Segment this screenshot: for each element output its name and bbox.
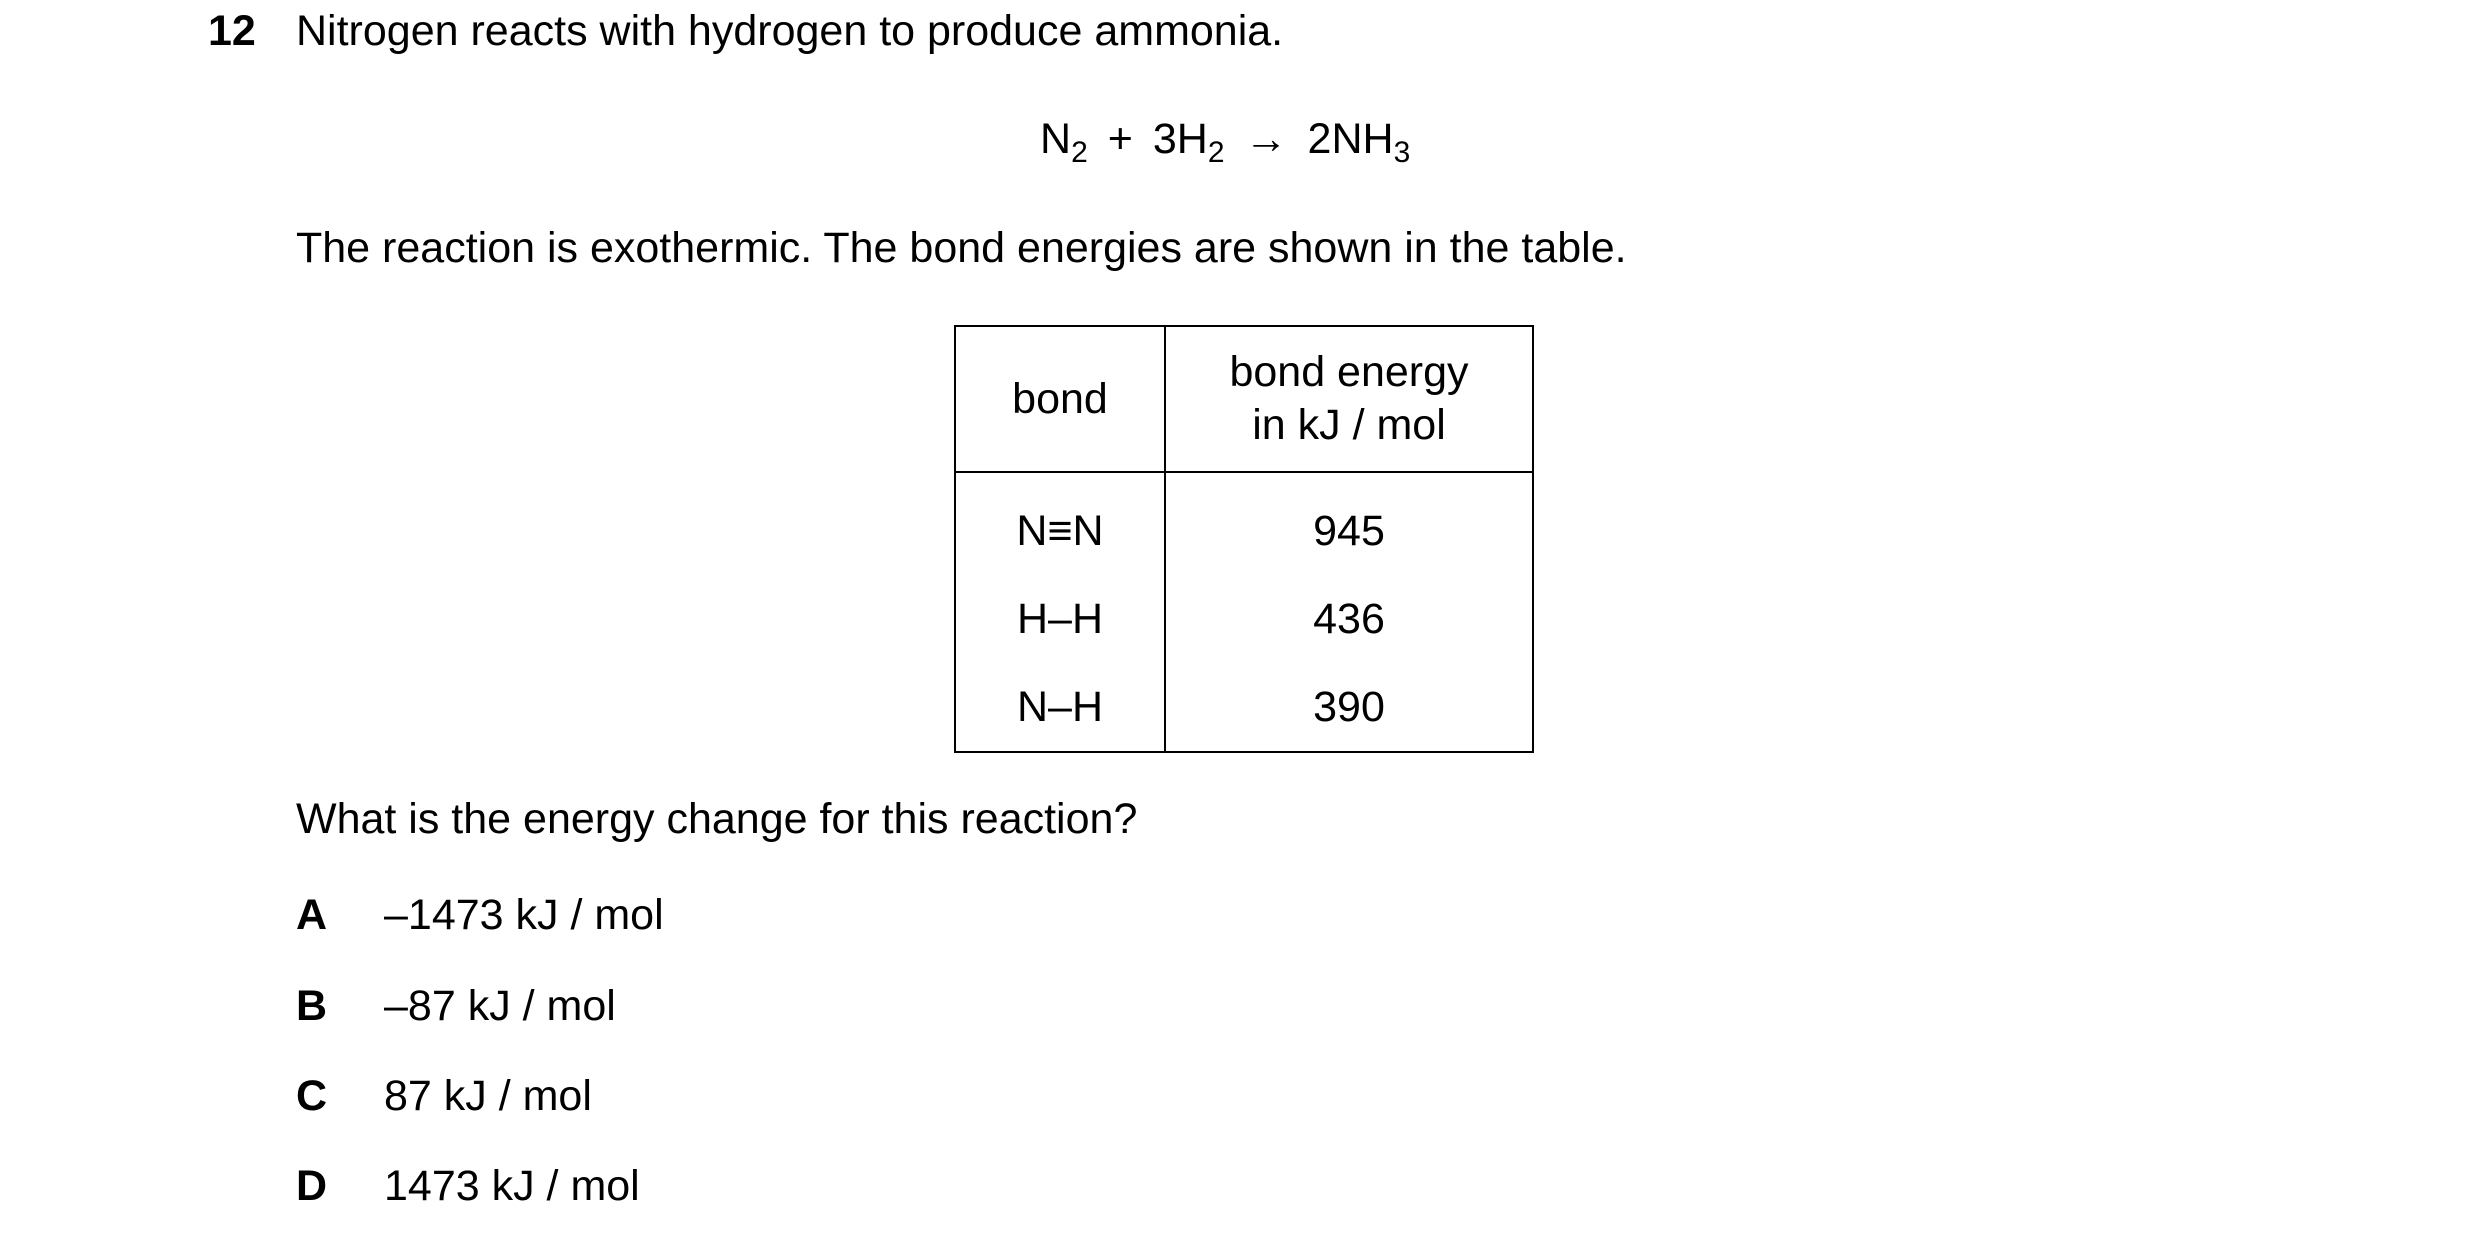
option-d-text: 1473 kJ / mol bbox=[384, 1162, 640, 1210]
equation-reactant-hydrogen: 3H bbox=[1152, 115, 1208, 163]
question-prompt: What is the energy change for this reaction? bbox=[296, 795, 1138, 843]
table-header-row bbox=[955, 326, 1533, 472]
header-bond-energy bbox=[1165, 326, 1533, 472]
bond-cell: N≡N bbox=[955, 472, 1165, 575]
energy-cell: 945 bbox=[1313, 506, 1385, 555]
table-row bbox=[955, 575, 1533, 663]
header-energy-line1: bond energy bbox=[1229, 348, 1469, 396]
bond-cell: H–H bbox=[955, 575, 1165, 663]
option-b-letter: B bbox=[296, 982, 328, 1030]
chemical-equation bbox=[1040, 115, 1411, 169]
option-a-text: –1473 kJ / mol bbox=[384, 891, 664, 939]
option-c-text: 87 kJ / mol bbox=[384, 1072, 592, 1120]
equation-product-ammonia: 2NH bbox=[1307, 115, 1394, 163]
equation-subscript: 3 bbox=[1393, 136, 1411, 169]
energy-cell: 390 bbox=[1313, 682, 1385, 731]
option-b-text: –87 kJ / mol bbox=[384, 982, 616, 1030]
bond-energy-table bbox=[954, 325, 1534, 753]
table-row bbox=[955, 663, 1533, 752]
equation-subscript: 2 bbox=[1207, 136, 1225, 169]
header-energy-line2: in kJ / mol bbox=[1252, 401, 1446, 449]
question-stem: Nitrogen reacts with hydrogen to produce ammonia. bbox=[296, 7, 1284, 55]
equation-reactant-nitrogen: N bbox=[1040, 115, 1072, 163]
bond-cell: N–H bbox=[955, 663, 1165, 752]
info-text: The reaction is exothermic. The bond energies are shown in the table. bbox=[296, 224, 1627, 272]
option-d-letter: D bbox=[296, 1162, 328, 1210]
table-row bbox=[955, 472, 1533, 575]
option-a-letter: A bbox=[296, 891, 328, 939]
energy-cell: 436 bbox=[1313, 594, 1385, 643]
option-c-letter: C bbox=[296, 1072, 328, 1120]
question-number: 12 bbox=[208, 7, 256, 55]
equation-arrow: → bbox=[1244, 115, 1288, 163]
header-bond: bond bbox=[955, 326, 1165, 472]
equation-plus: + bbox=[1107, 115, 1133, 163]
equation-subscript: 2 bbox=[1071, 136, 1088, 169]
